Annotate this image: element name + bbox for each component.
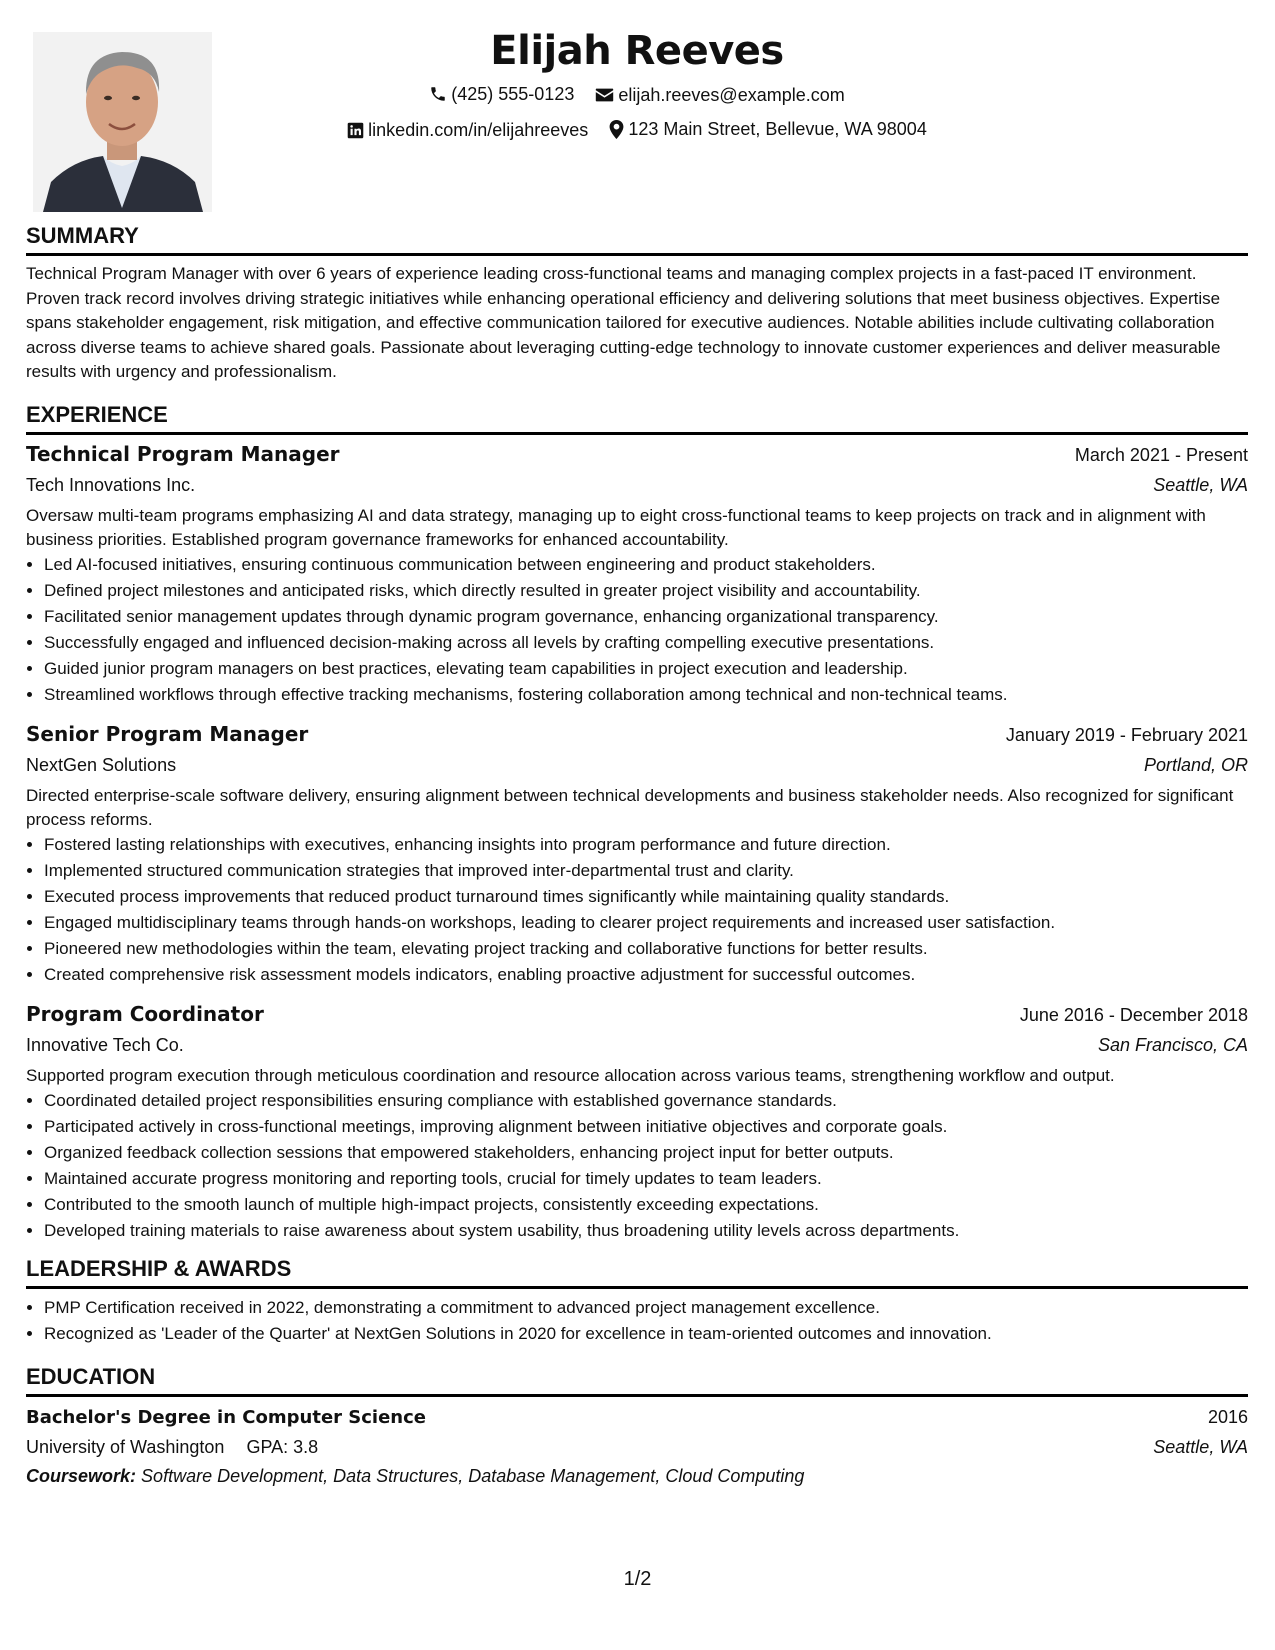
bullet-item: • Guided junior program managers on best practices, elevating team capabilities in project execution and leadership. [44,656,1248,682]
bullet-item: • Streamlined workflows through effective tracking mechanisms, fostering collaboration among technical and non-technical teams. [44,682,1248,708]
address-item [609,117,927,141]
school-location: Seattle, WA [1153,1436,1248,1457]
contact-line-1 [26,82,1248,109]
linkedin-icon [347,122,364,139]
job-description: Directed enterprise-scale software delivery, ensuring alignment between technical developments and business stakeholder needs. Also recognized for significant process reforms. [26,785,1234,829]
bullet-item: • Participated actively in cross-functional meetings, improving alignment between initiative objectives and corporate goals. [44,1114,1248,1140]
job-bullets [26,1088,1248,1244]
bullet-item: • Engaged multidisciplinary teams through hands-on workshops, leading to clearer project requirements and increased user satisfaction. [44,910,1248,936]
bullet-item: • Executed process improvements that reduced product turnaround times significantly while maintaining quality standards. [44,884,1248,910]
job-dates: June 2016 - December 2018 [1019,1004,1248,1025]
job-entry [26,999,1248,1244]
gpa: GPA: 3.8 [246,1436,319,1457]
job-title: Program Coordinator [26,1001,264,1026]
awards-list [26,1295,1248,1347]
experience-section [26,401,1248,1244]
map-pin-icon [609,120,624,139]
summary-heading: SUMMARY [26,222,1248,256]
email-link[interactable]: elijah.reeves@example.com [618,85,845,105]
phone-text: (425) 555-0123 [451,84,575,104]
job-title: Senior Program Manager [26,721,309,746]
header-text [26,22,1248,145]
linkedin-link[interactable]: linkedin.com/in/elijahreeves [368,120,589,140]
bullet-item: • Maintained accurate progress monitoring and reporting tools, crucial for timely updates to team leaders. [44,1166,1248,1192]
bullet-item: • Contributed to the smooth launch of multiple high-impact projects, consistently exceeding expectations. [44,1192,1248,1218]
summary-section [26,222,1248,385]
bullet-item: • Organized feedback collection sessions that empowered stakeholders, enhancing project input for better outputs. [44,1140,1248,1166]
bullet-item: • Facilitated senior management updates through dynamic program governance, enhancing organizational transparency. [44,604,1248,630]
job-bullets [26,552,1248,708]
job-dates: March 2021 - Present [1074,444,1248,465]
bullet-item: • Created comprehensive risk assessment models indicators, enabling proactive adjustment for successful outcomes. [44,962,1248,988]
bullet-item: • Pioneered new methodologies within the team, elevating project tracking and collaborative functions for better results. [44,936,1248,962]
phone-item [429,82,574,106]
phone-icon [429,85,447,103]
page-number: 1/2 [623,1568,652,1590]
summary-text: Technical Program Manager with over 6 years of experience leading cross-functional teams and managing complex projects in a fast-paced IT environment. Proven track record involves driving strategic initiatives while enhancing operational efficiency and delivering solutions that meet business objectives. Expertise spans stakeholder engagement, risk mitigation, and effective communication tailored for executive audiences. Notable abilities include cultivating collaboration across diverse teams to achieve shared goals. Passionate about leveraging cutting-edge technology to innovate customer experiences and deliver measurable results with urgency and professionalism. [26,264,1221,381]
education-section [26,1363,1248,1490]
coursework [26,1462,1248,1490]
education-heading: EDUCATION [26,1363,1248,1397]
job-dates: January 2019 - February 2021 [1005,724,1248,745]
award-item: • Recognized as 'Leader of the Quarter' at NextGen Solutions in 2020 for excellence in team-oriented outcomes and innovation. [44,1321,1248,1347]
company-name: Innovative Tech Co. [26,1034,184,1055]
job-location: Seattle, WA [1153,474,1248,495]
job-location: Portland, OR [1143,754,1248,775]
address-text: 123 Main Street, Bellevue, WA 98004 [628,119,927,139]
company-name: NextGen Solutions [26,754,177,775]
bullet-item: • Coordinated detailed project responsibilities ensuring compliance with established governance standards. [44,1088,1248,1114]
awards-heading: LEADERSHIP & AWARDS [26,1255,1248,1289]
bullet-item: • Fostered lasting relationships with executives, enhancing insights into program performance and future direction. [44,832,1248,858]
coursework-label: Coursework: [26,1465,137,1486]
job-location: San Francisco, CA [1097,1034,1248,1055]
degree-name: Bachelor's Degree in Computer Science [26,1406,426,1428]
contact-line-2 [26,117,1248,145]
envelope-icon [595,87,614,103]
job-entry [26,719,1248,988]
award-item: • PMP Certification received in 2022, demonstrating a commitment to advanced project management excellence. [44,1295,1248,1321]
bullet-item: • Implemented structured communication strategies that improved inter-departmental trust and clarity. [44,858,1248,884]
experience-heading: EXPERIENCE [26,401,1248,435]
graduation-year: 2016 [1207,1406,1248,1427]
awards-section [26,1255,1248,1347]
company-name: Tech Innovations Inc. [26,474,196,495]
bullet-item: • Defined project milestones and anticipated risks, which directly resulted in greater project visibility and accountability. [44,578,1248,604]
email-item [595,83,844,107]
job-bullets [26,832,1248,988]
job-title: Technical Program Manager [26,441,340,466]
school-name: University of Washington [26,1436,225,1457]
resume-header [26,22,1248,222]
job-description: Oversaw multi-team programs emphasizing AI and data strategy, managing up to eight cross-functional teams to keep projects on track and in alignment with business priorities. Established program governance frameworks for enhanced accountability. [26,505,1206,549]
job-description: Supported program execution through meticulous coordination and resource allocation across various teams, strengthening workflow and output. [26,1065,1115,1085]
job-entry [26,439,1248,708]
bullet-item: • Developed training materials to raise awareness about system usability, thus broadening utility levels across departments. [44,1218,1248,1244]
coursework-list: Software Development, Data Structures, Database Management, Cloud Computing [141,1465,805,1486]
bullet-item: • Successfully engaged and influenced decision-making across all levels by crafting compelling executive presentations. [44,630,1248,656]
resume-page [26,22,1248,1490]
bullet-item: • Led AI-focused initiatives, ensuring continuous communication between engineering and product stakeholders. [44,552,1248,578]
person-name: Elijah Reeves [490,28,784,74]
linkedin-item [347,118,588,142]
